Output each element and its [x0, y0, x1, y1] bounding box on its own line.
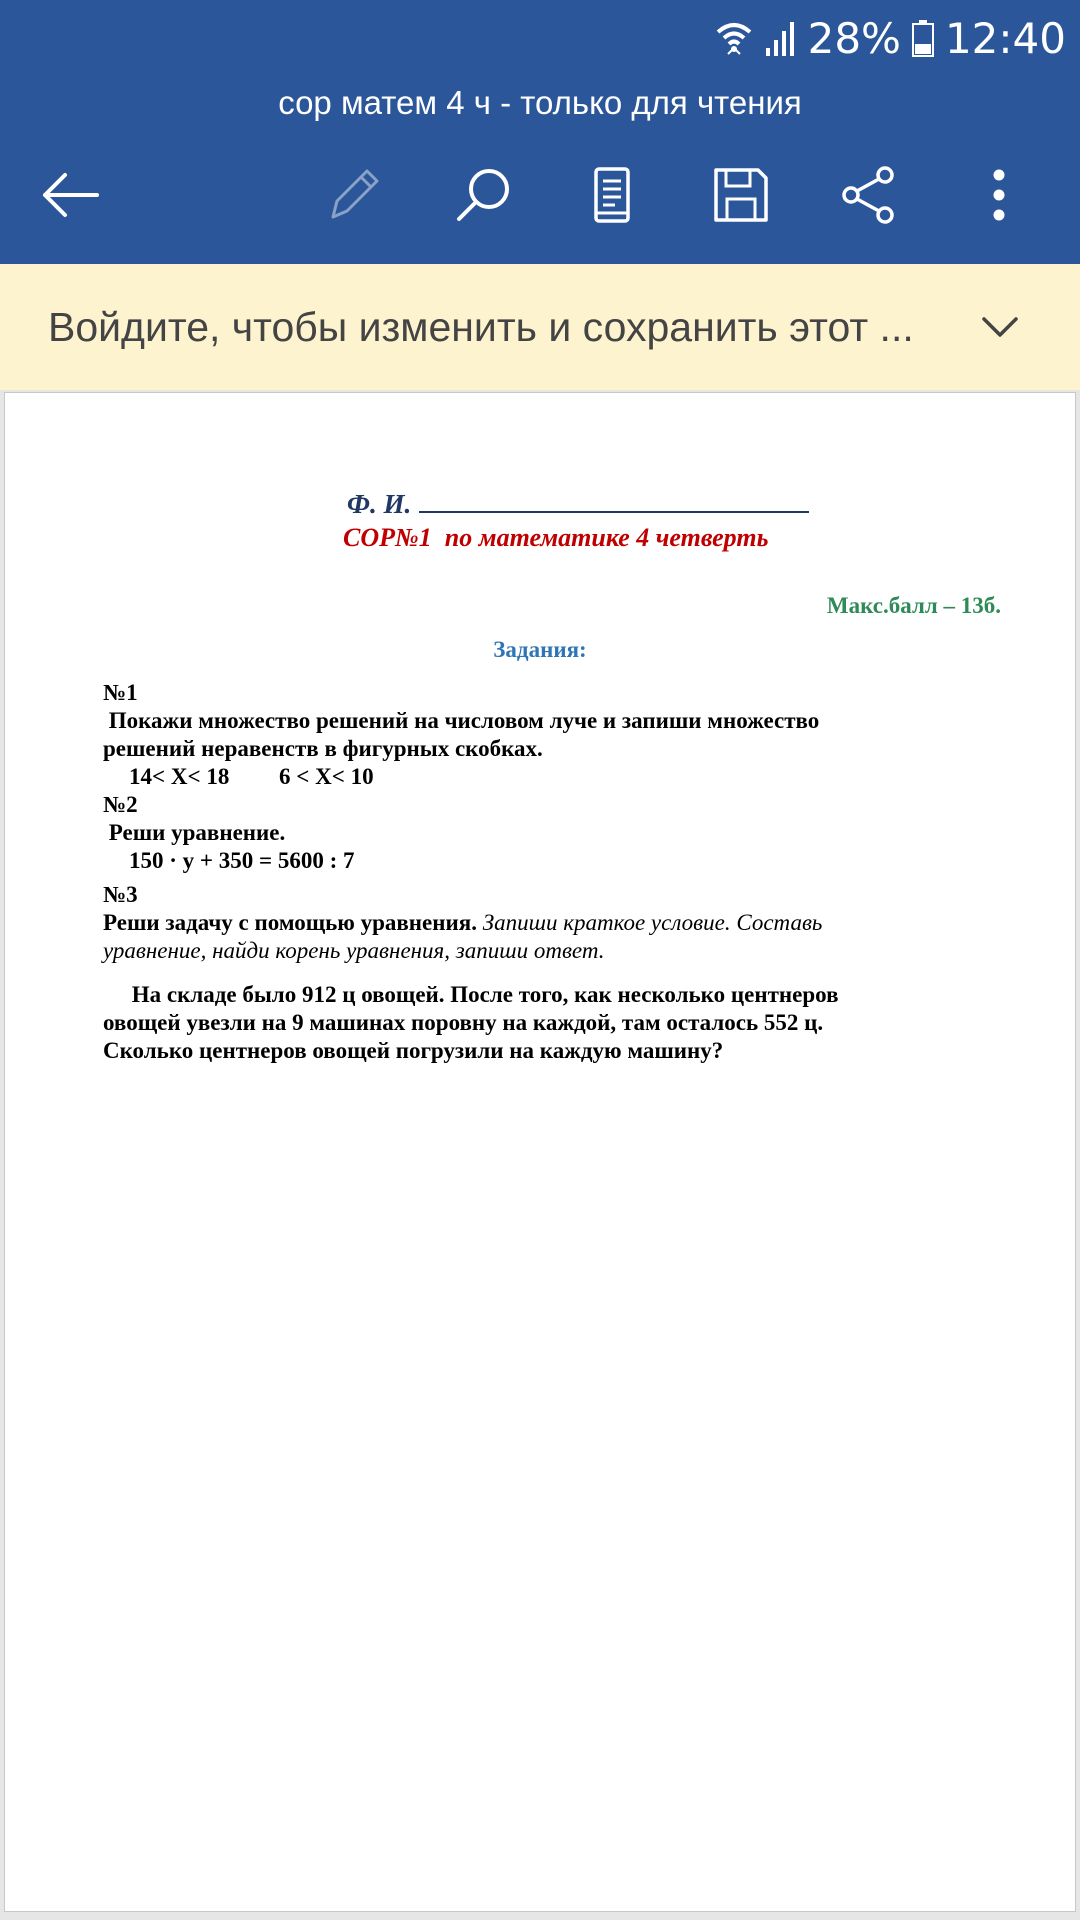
more-options-button[interactable] [954, 150, 1044, 240]
save-icon [711, 165, 771, 225]
back-button[interactable] [26, 150, 116, 240]
task-1 [103, 679, 963, 791]
fio-label: Ф. И. [347, 489, 412, 519]
chevron-down-icon [980, 315, 1020, 339]
task-1-text-line1: Покажи множество решений на числовом луче и запиши множество [103, 708, 820, 733]
battery-icon [911, 18, 935, 58]
fio-field [347, 487, 809, 520]
inequality-1: 14< X< 18 [129, 764, 230, 789]
max-score: Макс.балл – 13б. [826, 593, 1001, 618]
task-1-text-line2: решений неравенств в фигурных скобках. [103, 736, 543, 761]
task-3-italic-line2: уравнение, найди корень уравнения, запиши ответ. [103, 938, 605, 963]
task-3-problem-line3: Сколько центнеров овощей погрузили на каждую машину? [103, 1038, 724, 1063]
task-3-problem-line1: На складе было 912 ц овощей. После того, как несколько центнеров [103, 982, 839, 1007]
banner-text: Войдите, чтобы изменить и сохранить этот ... [48, 304, 914, 350]
task-3-instruction: Реши задачу с помощью уравнения. [103, 910, 477, 935]
edit-pencil-icon [323, 165, 383, 225]
share-button[interactable] [824, 150, 914, 240]
task-3 [103, 881, 963, 1065]
document-heading: СОР№1 по математике 4 четверть [343, 523, 769, 552]
more-icon [989, 165, 1009, 225]
task-3-problem-line2: овощей увезли на 9 машинах поровну на каждой, там осталось 552 ц. [103, 1010, 824, 1035]
reading-view-icon [590, 165, 634, 225]
document-canvas[interactable] [0, 390, 1080, 1920]
sign-in-banner[interactable] [0, 264, 1080, 390]
app-bar [0, 0, 1080, 264]
document-page [4, 392, 1076, 1912]
back-arrow-icon [41, 170, 101, 220]
fio-underline [419, 487, 809, 513]
search-icon [453, 165, 513, 225]
edit-button[interactable] [308, 150, 398, 240]
task-2 [103, 791, 963, 875]
save-button[interactable] [696, 150, 786, 240]
banner-expand-button[interactable] [960, 264, 1040, 390]
battery-percent: 28% [807, 13, 901, 63]
task-1-inequalities [103, 763, 963, 791]
clock: 12:40 [944, 13, 1066, 63]
status-icons [714, 10, 1066, 66]
wifi-icon [714, 18, 754, 58]
share-icon [839, 165, 899, 225]
task-2-equation: 150 · у + 350 = 5600 : 7 [129, 848, 355, 873]
tasks-heading: Задания: [493, 637, 587, 662]
task-1-number: №1 [103, 680, 138, 705]
task-2-text: Реши уравнение. [103, 820, 286, 845]
toolbar [0, 150, 1080, 240]
signal-icon [764, 18, 798, 58]
status-bar [0, 0, 1080, 76]
task-2-number: №2 [103, 792, 138, 817]
document-title: сор матем 4 ч - только для чтения [278, 84, 802, 121]
search-button[interactable] [438, 150, 528, 240]
inequality-2: 6 < X< 10 [279, 764, 374, 789]
reading-view-button[interactable] [567, 150, 657, 240]
task-3-italic-line1: Запиши краткое условие. Составь [476, 910, 823, 935]
task-3-number: №3 [103, 882, 138, 907]
